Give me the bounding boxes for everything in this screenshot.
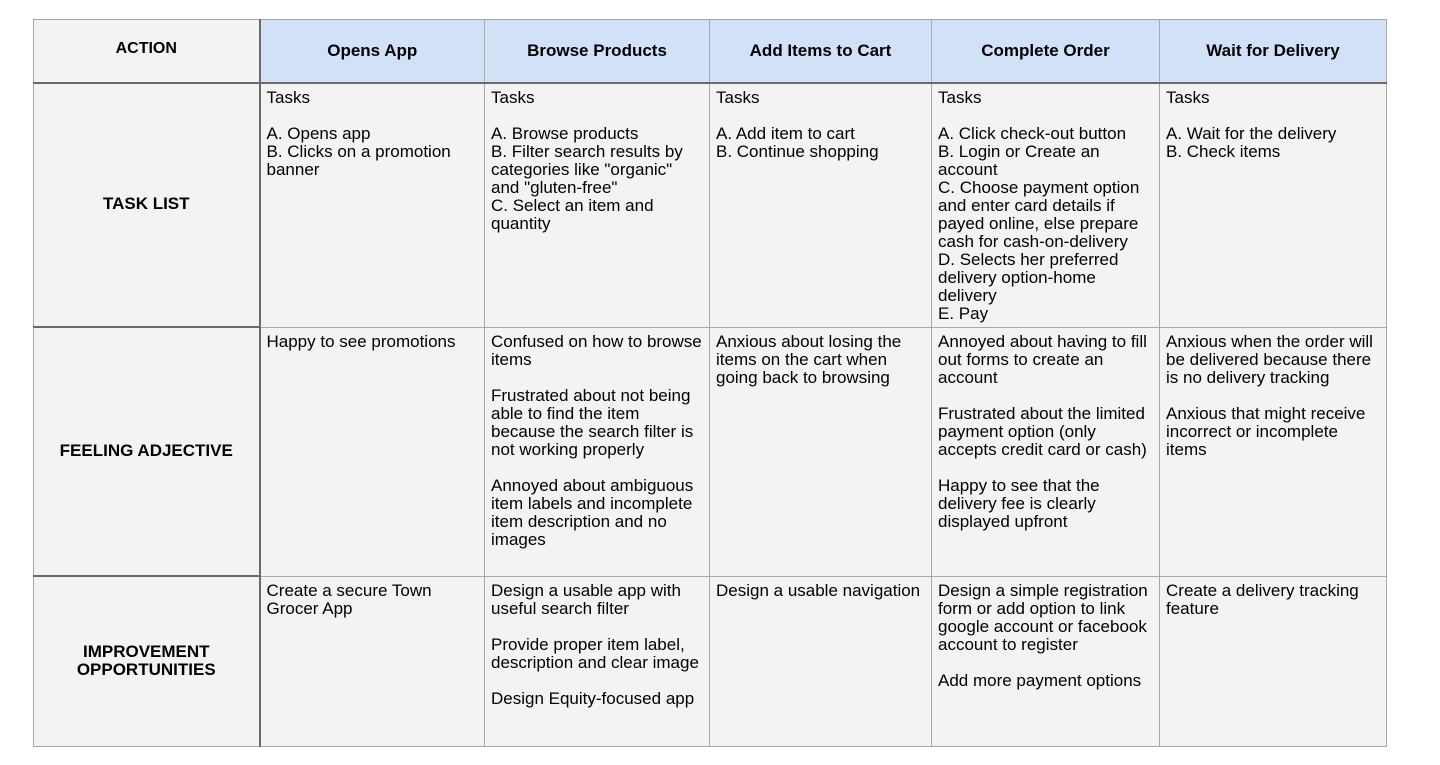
cell-text-line: Anxious when the order will be delivered because there is no delivery tracking <box>1166 331 1373 387</box>
task-cell-add-items-to-cart <box>710 83 932 328</box>
stage-header-add-items-to-cart: Add Items to Cart <box>710 20 932 83</box>
improvement-cell-opens-app <box>260 576 485 746</box>
improvement-opportunities-label-cell <box>34 576 260 746</box>
cell-paragraph <box>491 636 703 672</box>
cell-text-line: C. Select an item and quantity <box>491 195 654 233</box>
cell-text-line: Create a secure Town Grocer App <box>266 580 432 618</box>
cell-paragraph <box>491 89 703 107</box>
action-header-cell: ACTION <box>34 20 260 83</box>
cell-paragraph <box>491 387 703 459</box>
feeling-adjective-label: FEELING ADJECTIVE <box>59 441 233 460</box>
task-list-label-cell <box>34 83 260 328</box>
feeling-cell-add-items-to-cart <box>710 327 932 576</box>
cell-text-line: A. Add item to cart <box>716 123 855 143</box>
improvement-opportunities-row <box>34 576 1387 746</box>
cell-text-line: Frustrated about the limited payment option (only accepts credit card or cash) <box>938 403 1147 459</box>
cell-paragraph <box>938 89 1153 107</box>
improvement-opportunities-label: IMPROVEMENT OPPORTUNITIES <box>76 642 216 680</box>
cell-paragraph <box>267 125 479 179</box>
feeling-adjective-label-cell <box>34 327 260 576</box>
cell-paragraph <box>267 89 479 107</box>
cell-text-line: A. Click check-out button <box>938 123 1127 143</box>
cell-paragraph <box>716 333 925 387</box>
cell-text-line: Happy to see promotions <box>266 331 456 351</box>
cell-text-line: Add more payment options <box>938 670 1142 690</box>
cell-text-line: B. Clicks on a promotion banner <box>266 141 451 179</box>
task-cell-complete-order <box>932 83 1160 328</box>
task-cell-wait-for-delivery <box>1160 83 1387 328</box>
cell-paragraph <box>1166 125 1380 161</box>
cell-text-line: Anxious that might receive incorrect or incomplete items <box>1166 403 1366 459</box>
cell-text-line: Annoyed about having to fill out forms to create an account <box>938 331 1147 387</box>
cell-paragraph <box>1166 582 1380 618</box>
task-list-label: TASK LIST <box>102 194 190 214</box>
cell-text-line: C. Choose payment option and enter card details if payed online, else prepare cash for cash-on-delivery <box>938 177 1140 251</box>
cell-paragraph <box>938 333 1153 387</box>
cell-text-line: Tasks <box>716 87 760 107</box>
cell-text-line: D. Selects her preferred delivery option-home delivery <box>938 249 1119 305</box>
cell-paragraph <box>267 582 479 618</box>
task-list-row <box>34 83 1387 328</box>
cell-paragraph <box>938 405 1153 459</box>
cell-paragraph <box>716 125 925 161</box>
cell-text-line: Frustrated about not being able to find the item because the search filter is not working properly <box>491 385 694 459</box>
header-row <box>34 20 1387 83</box>
task-cell-opens-app <box>260 83 485 328</box>
cell-paragraph <box>1166 333 1380 387</box>
task-cell-browse-products <box>485 83 710 328</box>
cell-text-line: Design Equity-focused app <box>491 688 695 708</box>
cell-text-line: Provide proper item label, description and clear image <box>491 634 699 672</box>
cell-text-line: Confused on how to browse items <box>491 331 702 369</box>
improvement-cell-add-items-to-cart <box>710 576 932 746</box>
improvement-cell-wait-for-delivery <box>1160 576 1387 746</box>
cell-paragraph <box>938 125 1153 323</box>
cell-text-line: A. Opens app <box>266 123 371 143</box>
improvement-cell-browse-products <box>485 576 710 746</box>
cell-paragraph <box>1166 89 1380 107</box>
cell-paragraph <box>491 477 703 549</box>
stage-header-browse-products: Browse Products <box>485 20 710 83</box>
cell-text-line: Design a usable app with useful search filter <box>491 580 681 618</box>
cell-text-line: Tasks <box>266 87 310 107</box>
cell-paragraph <box>1166 405 1380 459</box>
cell-text-line: Design a usable navigation <box>716 580 921 600</box>
customer-journey-map-table <box>33 19 1387 747</box>
feeling-cell-browse-products <box>485 327 710 576</box>
stage-header-complete-order: Complete Order <box>932 20 1160 83</box>
cell-paragraph <box>491 690 703 708</box>
cell-paragraph <box>491 582 703 618</box>
cell-paragraph <box>938 672 1153 690</box>
cell-text-line: A. Browse products <box>491 123 639 143</box>
cell-text-line: Annoyed about ambiguous item labels and incomplete item description and no images <box>491 475 694 549</box>
improvement-cell-complete-order <box>932 576 1160 746</box>
stage-header-wait-for-delivery: Wait for Delivery <box>1160 20 1387 83</box>
cell-paragraph <box>716 582 925 600</box>
stage-header-opens-app: Opens App <box>260 20 485 83</box>
cell-paragraph <box>716 89 925 107</box>
cell-text-line: B. Login or Create an account <box>938 141 1100 179</box>
feeling-cell-opens-app <box>260 327 485 576</box>
cell-paragraph <box>491 125 703 233</box>
cell-text-line: E. Pay <box>938 303 989 323</box>
cell-text-line: Happy to see that the delivery fee is clearly displayed upfront <box>938 475 1100 531</box>
cell-text-line: B. Filter search results by categories like "organic" and "gluten-free" <box>491 141 683 197</box>
cell-text-line: Tasks <box>1166 87 1210 107</box>
cell-text-line: Design a simple registration form or add option to link google account or facebook account to register <box>938 580 1148 654</box>
cell-paragraph <box>267 333 479 351</box>
cell-text-line: A. Wait for the delivery <box>1166 123 1337 143</box>
feeling-cell-wait-for-delivery <box>1160 327 1387 576</box>
cell-text-line: Anxious about losing the items on the cart when going back to browsing <box>716 331 902 387</box>
cell-text-line: Tasks <box>938 87 982 107</box>
cell-paragraph <box>491 333 703 369</box>
feeling-adjective-row <box>34 327 1387 576</box>
feeling-cell-complete-order <box>932 327 1160 576</box>
cell-paragraph <box>938 582 1153 654</box>
cell-text-line: Create a delivery tracking feature <box>1166 580 1359 618</box>
cell-paragraph <box>938 477 1153 531</box>
cell-text-line: B. Check items <box>1166 141 1281 161</box>
cell-text-line: B. Continue shopping <box>716 141 879 161</box>
cell-text-line: Tasks <box>491 87 535 107</box>
